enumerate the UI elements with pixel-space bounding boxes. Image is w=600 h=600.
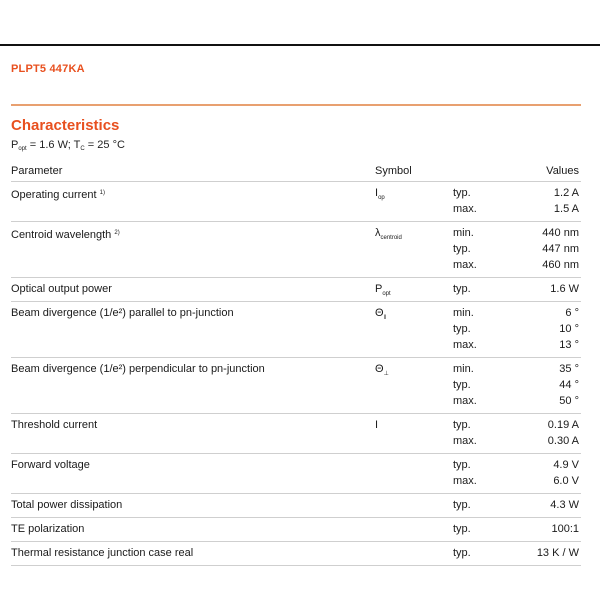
value-line	[453, 337, 581, 353]
value-lines	[453, 185, 581, 217]
value-qualifier: min.	[453, 227, 474, 239]
value-number: 44 °	[559, 379, 579, 391]
value-line	[453, 433, 581, 449]
value-line	[453, 545, 581, 561]
parameter-text: Centroid wavelength	[11, 229, 112, 241]
value-lines	[453, 545, 581, 561]
value-number: 1.6 W	[550, 283, 579, 295]
value-number: 1.2 A	[553, 187, 579, 199]
value-qualifier: max.	[453, 259, 477, 271]
value-lines	[453, 457, 581, 489]
value-lines	[453, 225, 581, 273]
symbol-text: Θ	[375, 307, 384, 319]
header-values: Values	[546, 165, 579, 177]
value-line	[453, 241, 581, 257]
parameter-cell	[11, 225, 120, 243]
value-qualifier: typ.	[453, 459, 471, 471]
value-qualifier: max.	[453, 475, 477, 487]
footnote-ref: 2)	[114, 230, 120, 236]
value-line	[453, 185, 581, 201]
symbol-subscript: opt	[382, 291, 391, 297]
value-qualifier: typ.	[453, 499, 471, 511]
value-line	[453, 521, 581, 537]
value-qualifier: typ.	[453, 323, 471, 335]
value-number: 460 nm	[542, 259, 579, 271]
popt-symbol: P	[11, 139, 19, 151]
test-conditions	[11, 139, 125, 152]
symbol-cell	[375, 361, 389, 382]
tc-subscript: C	[80, 146, 85, 152]
table-row	[11, 494, 581, 518]
symbol-text: I	[375, 419, 379, 431]
value-number: 100:1	[551, 523, 579, 535]
symbol-subscript: ⊥	[383, 371, 389, 377]
symbol-subscript: centroid	[380, 235, 402, 241]
symbol-cell	[375, 281, 391, 302]
value-number: 440 nm	[542, 227, 579, 239]
value-line	[453, 377, 581, 393]
tc-value: = 25 °C	[84, 139, 125, 151]
parameter-cell	[11, 305, 234, 321]
value-number: 10 °	[559, 323, 579, 335]
table-header-row	[11, 160, 581, 182]
value-number: 4.9 V	[553, 459, 579, 471]
parameter-text: Forward voltage	[11, 459, 90, 471]
parameter-cell	[11, 457, 90, 473]
table-row	[11, 358, 581, 414]
value-number: 6 °	[565, 307, 579, 319]
value-line	[453, 305, 581, 321]
value-qualifier: min.	[453, 363, 474, 375]
value-line	[453, 473, 581, 489]
value-lines	[453, 417, 581, 449]
table-row	[11, 414, 581, 454]
parameter-text: Thermal resistance junction case real	[11, 547, 194, 559]
parameter-text: Operating current	[11, 189, 97, 201]
value-qualifier: typ.	[453, 379, 471, 391]
value-lines	[453, 361, 581, 409]
parameter-text: Optical output power	[11, 283, 112, 295]
value-line	[453, 201, 581, 217]
value-lines	[453, 281, 581, 297]
table-row	[11, 182, 581, 222]
table-body	[11, 182, 581, 566]
value-line	[453, 225, 581, 241]
symbol-text: Θ	[375, 363, 384, 375]
table-row	[11, 278, 581, 302]
value-qualifier: typ.	[453, 547, 471, 559]
value-qualifier: typ.	[453, 283, 471, 295]
value-number: 0.30 A	[547, 435, 579, 447]
parameter-text: TE polarization	[11, 523, 85, 535]
parameter-text: Total power dissipation	[11, 499, 123, 511]
value-number: 13 K / W	[536, 547, 579, 559]
value-number: 13 °	[559, 339, 579, 351]
value-line	[453, 417, 581, 433]
table-row	[11, 222, 581, 278]
value-line	[453, 393, 581, 409]
value-qualifier: typ.	[453, 243, 471, 255]
symbol-cell	[375, 185, 385, 206]
symbol-cell	[375, 417, 378, 433]
top-rule	[0, 44, 600, 46]
value-number: 1.5 A	[553, 203, 579, 215]
parameter-cell	[11, 521, 84, 537]
symbol-subscript: op	[378, 195, 385, 201]
parameter-cell	[11, 497, 122, 513]
value-qualifier: max.	[453, 339, 477, 351]
part-number: PLPT5 447KA	[11, 63, 85, 75]
parameter-cell	[11, 417, 97, 433]
table-row	[11, 302, 581, 358]
popt-value: = 1.6 W;	[26, 139, 74, 151]
header-symbol: Symbol	[375, 165, 412, 177]
symbol-cell	[375, 305, 386, 326]
parameter-cell	[11, 361, 265, 377]
parameter-text: Beam divergence (1/e²) parallel to pn-junction	[11, 307, 234, 319]
value-line	[453, 281, 581, 297]
value-lines	[453, 521, 581, 537]
value-number: 35 °	[559, 363, 579, 375]
value-line	[453, 457, 581, 473]
symbol-text: P	[375, 283, 383, 295]
table-row	[11, 542, 581, 566]
value-qualifier: typ.	[453, 523, 471, 535]
value-qualifier: typ.	[453, 419, 471, 431]
table-row	[11, 518, 581, 542]
value-number: 4.3 W	[550, 499, 579, 511]
parameter-cell	[11, 281, 112, 297]
table-row	[11, 454, 581, 494]
value-qualifier: typ.	[453, 187, 471, 199]
value-qualifier: min.	[453, 307, 474, 319]
tc-symbol: T	[73, 139, 81, 151]
value-line	[453, 321, 581, 337]
parameter-text: Threshold current	[11, 419, 98, 431]
value-line	[453, 361, 581, 377]
symbol-text: I	[375, 187, 379, 199]
value-qualifier: max.	[453, 203, 477, 215]
characteristics-table	[11, 160, 581, 566]
section-title: Characteristics	[11, 117, 120, 134]
header-parameter: Parameter	[11, 165, 63, 177]
value-line	[453, 257, 581, 273]
value-number: 0.19 A	[547, 419, 579, 431]
popt-subscript: opt	[18, 146, 27, 152]
parameter-cell	[11, 545, 193, 561]
value-qualifier: max.	[453, 395, 477, 407]
value-lines	[453, 305, 581, 353]
value-number: 6.0 V	[553, 475, 579, 487]
value-line	[453, 497, 581, 513]
symbol-text: λ	[375, 227, 381, 239]
value-number: 447 nm	[542, 243, 579, 255]
parameter-cell	[11, 185, 105, 203]
parameter-text: Beam divergence (1/e²) perpendicular to pn-junction	[11, 363, 265, 375]
symbol-cell	[375, 225, 402, 246]
symbol-subscript: ‖	[383, 315, 387, 321]
footnote-ref: 1)	[99, 190, 106, 196]
value-number: 50 °	[559, 395, 579, 407]
value-lines	[453, 497, 581, 513]
value-qualifier: max.	[453, 435, 477, 447]
section-divider	[11, 104, 581, 106]
